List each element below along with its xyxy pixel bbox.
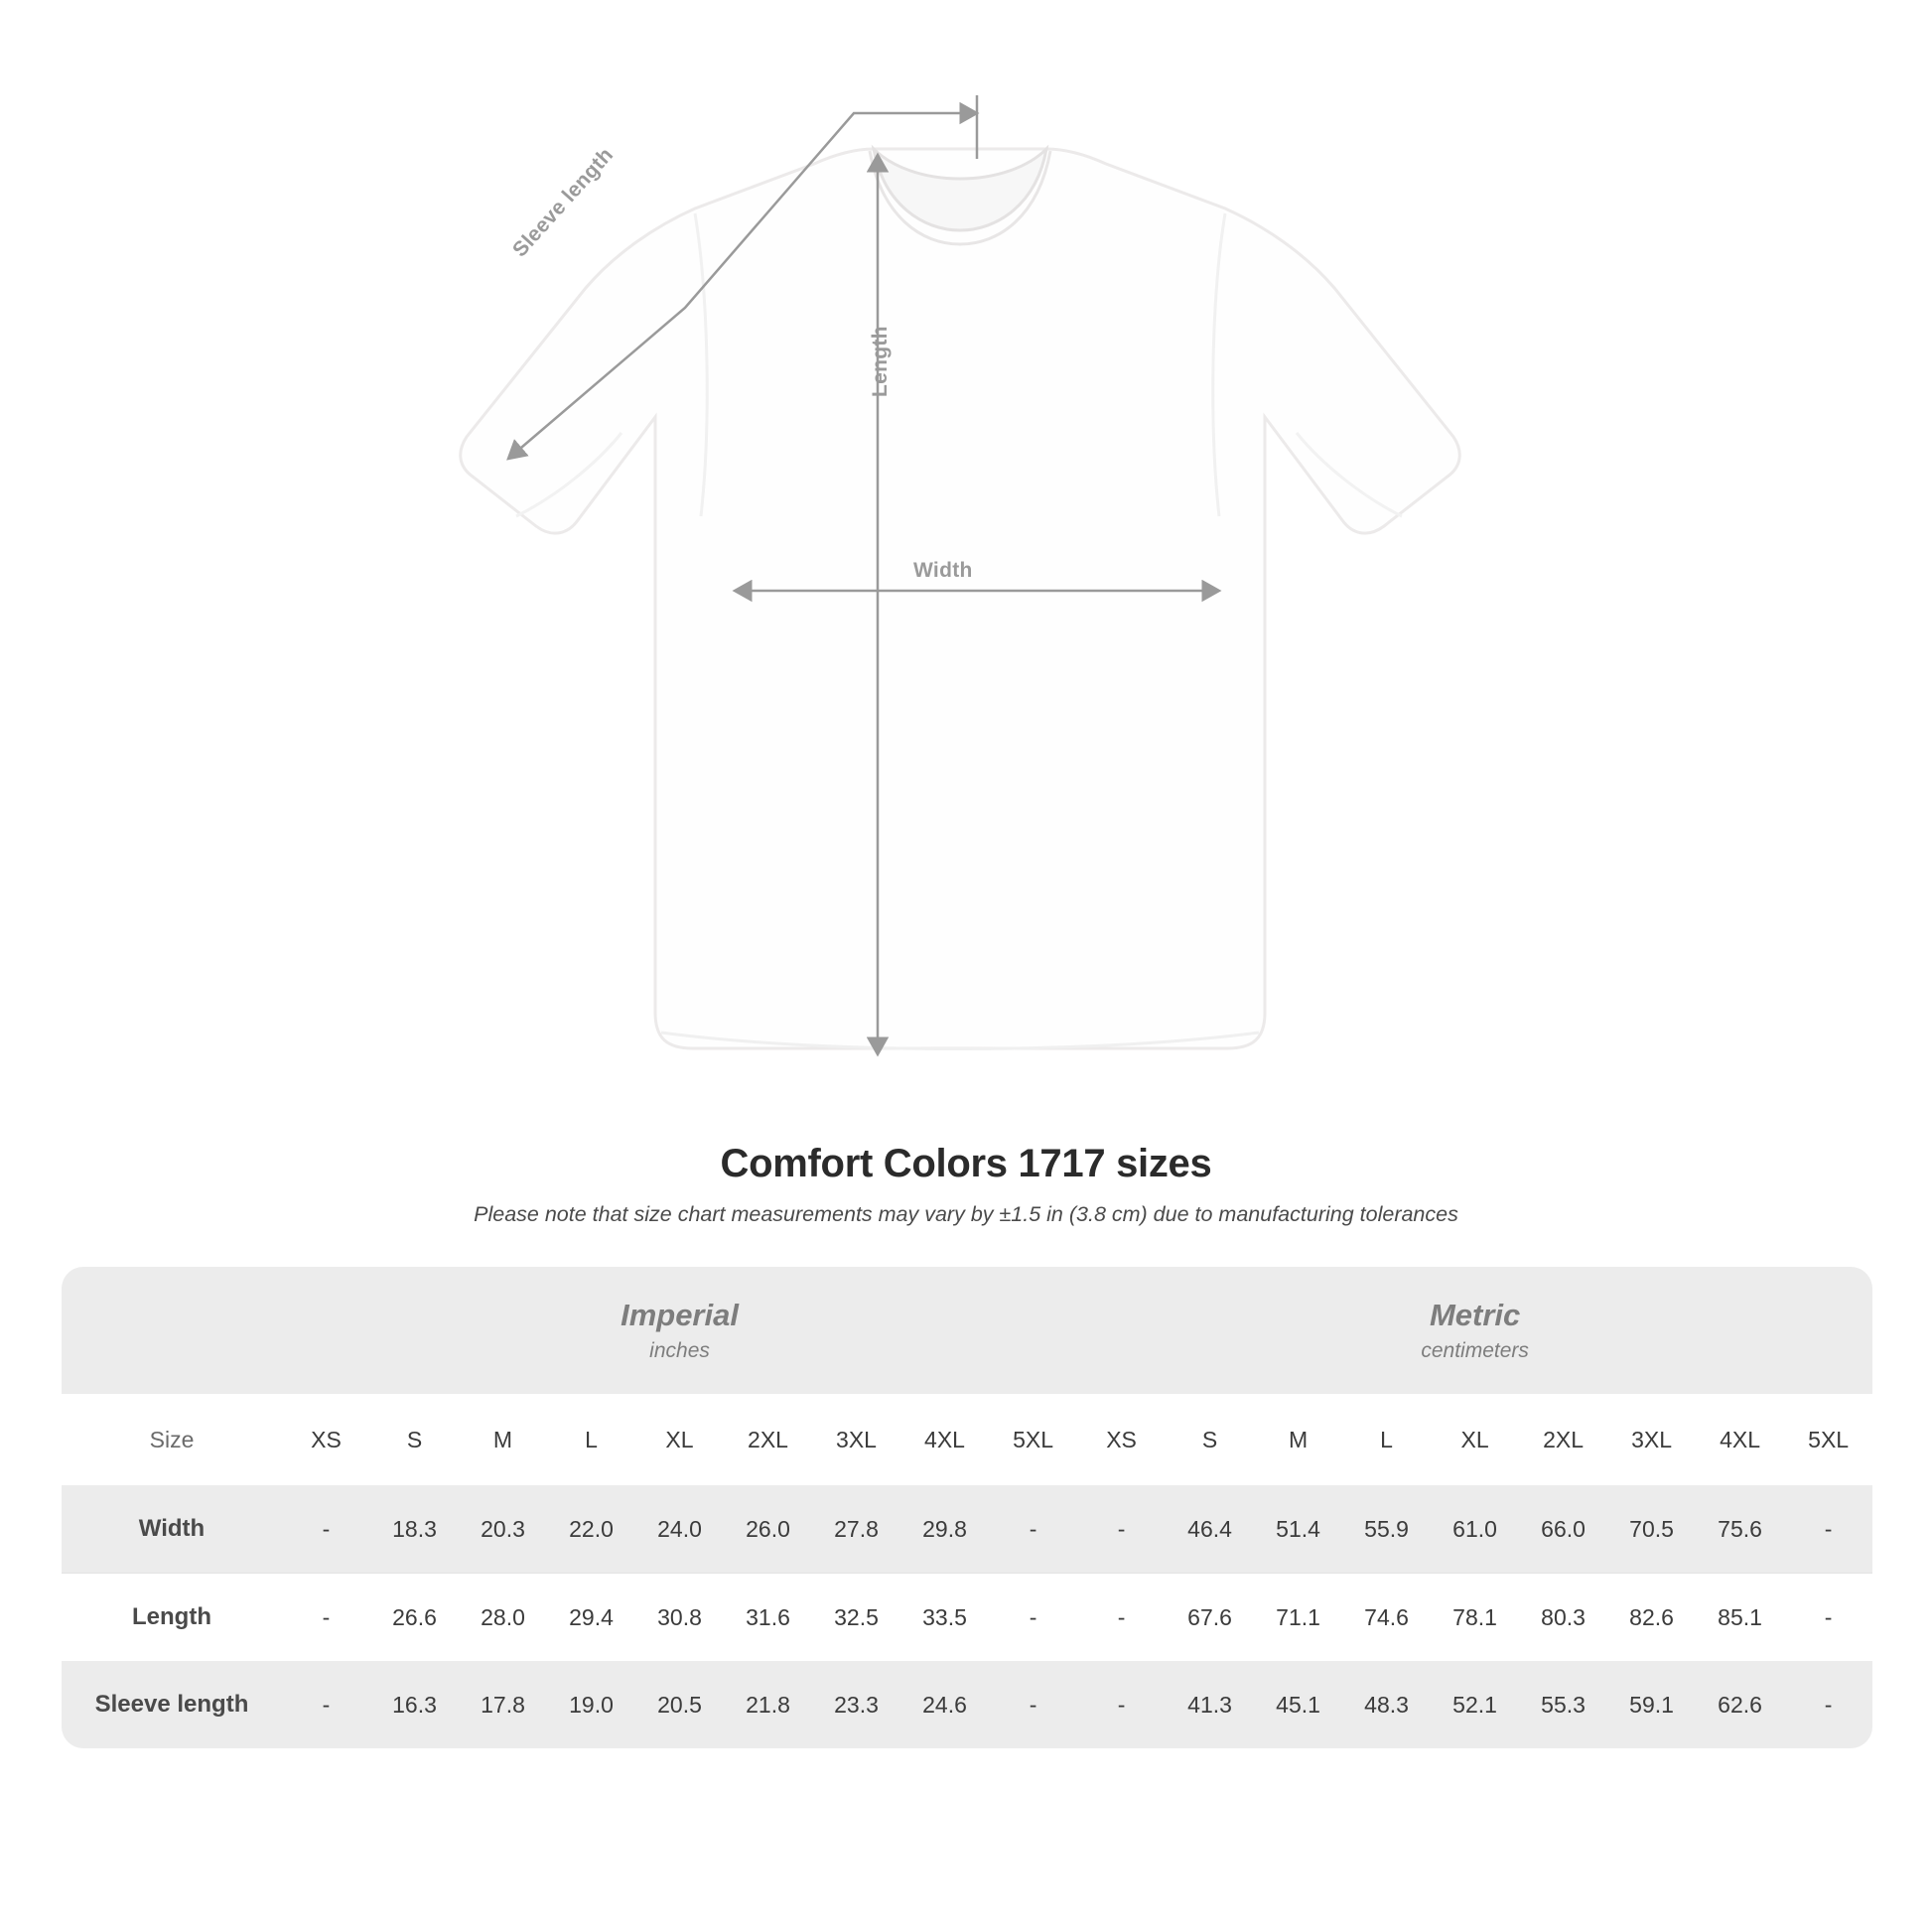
col-head-metric-s: S: [1166, 1394, 1254, 1485]
col-head-imperial-3xl: 3XL: [812, 1394, 900, 1485]
cell-width-imperial-xs: -: [282, 1485, 370, 1574]
cell-width-metric-xl: 61.0: [1431, 1485, 1519, 1574]
cell-sleeve-metric-5xl: -: [1784, 1661, 1872, 1748]
unit-imperial-name: Imperial: [621, 1298, 739, 1332]
cell-length-metric-l: 74.6: [1364, 1603, 1409, 1630]
unit-imperial-sub: inches: [649, 1339, 710, 1362]
cell-length-metric-m: 71.1: [1276, 1603, 1320, 1630]
cell-sleeve-metric-m: 45.1: [1254, 1661, 1342, 1748]
cell-sleeve-imperial-xs: -: [282, 1661, 370, 1748]
col-head-metric-3xl: 3XL: [1607, 1394, 1696, 1485]
cell-sleeve-metric-l: 48.3: [1342, 1661, 1431, 1748]
cell-length-imperial-xl: 30.8: [657, 1603, 702, 1630]
cell-sleeve-metric-xl: 52.1: [1431, 1661, 1519, 1748]
cell-sleeve-imperial-4xl: 24.6: [900, 1661, 989, 1748]
cell-length-metric-4xl: 85.1: [1718, 1603, 1762, 1630]
cell-width-imperial-4xl: 29.8: [900, 1485, 989, 1574]
row-label-length: Length: [132, 1603, 211, 1630]
cell-width-imperial-m: 20.3: [459, 1485, 547, 1574]
col-head-metric-2xl: 2XL: [1519, 1394, 1607, 1485]
cell-width-metric-m: 51.4: [1254, 1485, 1342, 1574]
tolerance-note: Please note that size chart measurements may vary by ±1.5 in (3.8 cm) due to manufacturing tolerances: [474, 1202, 1458, 1226]
cell-width-imperial-s: 18.3: [370, 1485, 459, 1574]
table-row-sleeve-length: [62, 1661, 1872, 1748]
page-title: Comfort Colors 1717 sizes: [720, 1142, 1212, 1185]
cell-length-metric-5xl: -: [1824, 1603, 1833, 1630]
cell-sleeve-metric-s: 41.3: [1166, 1661, 1254, 1748]
cell-length-imperial-m: 28.0: [481, 1603, 525, 1630]
units-row: [62, 1267, 1872, 1394]
table-row-length: [62, 1574, 1872, 1662]
cell-width-metric-2xl: 66.0: [1519, 1485, 1607, 1574]
col-head-imperial-m: M: [459, 1394, 547, 1485]
cell-sleeve-imperial-2xl: 21.8: [724, 1661, 812, 1748]
cell-sleeve-metric-xs: -: [1077, 1661, 1166, 1748]
cell-sleeve-metric-4xl: 62.6: [1696, 1661, 1784, 1748]
cell-width-metric-xs: -: [1077, 1485, 1166, 1574]
sleeve-length-label: Sleeve length: [508, 143, 619, 262]
cell-length-imperial-4xl: 33.5: [922, 1603, 967, 1630]
tshirt-shape: [461, 149, 1460, 1049]
length-label: Length: [869, 326, 892, 397]
units-spacer: [62, 1267, 282, 1394]
unit-metric-name: Metric: [1429, 1298, 1521, 1332]
cell-width-imperial-3xl: 27.8: [812, 1485, 900, 1574]
col-head-imperial-xl: XL: [635, 1394, 724, 1485]
cell-width-metric-3xl: 70.5: [1607, 1485, 1696, 1574]
cell-sleeve-imperial-xl: 20.5: [635, 1661, 724, 1748]
cell-length-imperial-xs: -: [322, 1603, 331, 1630]
cell-sleeve-imperial-5xl: -: [989, 1661, 1077, 1748]
col-head-metric-xl: XL: [1431, 1394, 1519, 1485]
table-header-row: [62, 1394, 1872, 1485]
cell-length-imperial-s: 26.6: [392, 1603, 437, 1630]
col-head-imperial-l: L: [547, 1394, 635, 1485]
col-head-imperial-xs: XS: [282, 1394, 370, 1485]
width-label: Width: [913, 559, 973, 582]
row-label-width: Width: [62, 1485, 282, 1574]
cell-length-metric-s: 67.6: [1187, 1603, 1232, 1630]
cell-length-imperial-l: 29.4: [569, 1603, 614, 1630]
col-head-metric-l: L: [1342, 1394, 1431, 1485]
col-head-imperial-s: S: [370, 1394, 459, 1485]
cell-width-imperial-l: 22.0: [547, 1485, 635, 1574]
cell-length-imperial-3xl: 32.5: [834, 1603, 879, 1630]
cell-width-metric-4xl: 75.6: [1696, 1485, 1784, 1574]
cell-width-metric-s: 46.4: [1166, 1485, 1254, 1574]
cell-length-metric-xs: -: [1117, 1603, 1126, 1630]
unit-metric: [1077, 1267, 1872, 1394]
cell-width-metric-l: 55.9: [1342, 1485, 1431, 1574]
cell-length-imperial-5xl: -: [1029, 1603, 1037, 1630]
col-head-imperial-4xl: 4XL: [900, 1394, 989, 1485]
cell-width-metric-5xl: -: [1784, 1485, 1872, 1574]
col-head-metric-5xl: 5XL: [1784, 1394, 1872, 1485]
cell-width-imperial-2xl: 26.0: [724, 1485, 812, 1574]
cell-length-metric-3xl: 82.6: [1629, 1603, 1674, 1630]
col-head-metric-4xl: 4XL: [1696, 1394, 1784, 1485]
cell-sleeve-metric-2xl: 55.3: [1519, 1661, 1607, 1748]
cell-sleeve-imperial-s: 16.3: [370, 1661, 459, 1748]
cell-length-metric-2xl: 80.3: [1541, 1603, 1586, 1630]
unit-metric-sub: centimeters: [1421, 1339, 1529, 1362]
size-chart-table: [62, 1267, 1872, 1748]
cell-sleeve-metric-3xl: 59.1: [1607, 1661, 1696, 1748]
unit-imperial: [282, 1267, 1077, 1394]
col-head-imperial-2xl: 2XL: [724, 1394, 812, 1485]
cell-width-imperial-5xl: -: [989, 1485, 1077, 1574]
col-head-metric-m: M: [1254, 1394, 1342, 1485]
row-label-sleeve-length: Sleeve length: [62, 1661, 282, 1748]
cell-length-metric-xl: 78.1: [1452, 1603, 1497, 1630]
col-head-imperial-5xl: 5XL: [989, 1394, 1077, 1485]
cell-length-imperial-2xl: 31.6: [746, 1603, 790, 1630]
cell-sleeve-imperial-3xl: 23.3: [812, 1661, 900, 1748]
size-chart-table-wrap: [62, 1267, 1870, 1748]
cell-sleeve-imperial-l: 19.0: [547, 1661, 635, 1748]
col-head-metric-xs: XS: [1077, 1394, 1166, 1485]
table-row-width: [62, 1485, 1872, 1574]
cell-width-imperial-xl: 24.0: [635, 1485, 724, 1574]
size-header: Size: [62, 1394, 282, 1485]
title-block: [0, 1142, 1932, 1227]
cell-sleeve-imperial-m: 17.8: [459, 1661, 547, 1748]
